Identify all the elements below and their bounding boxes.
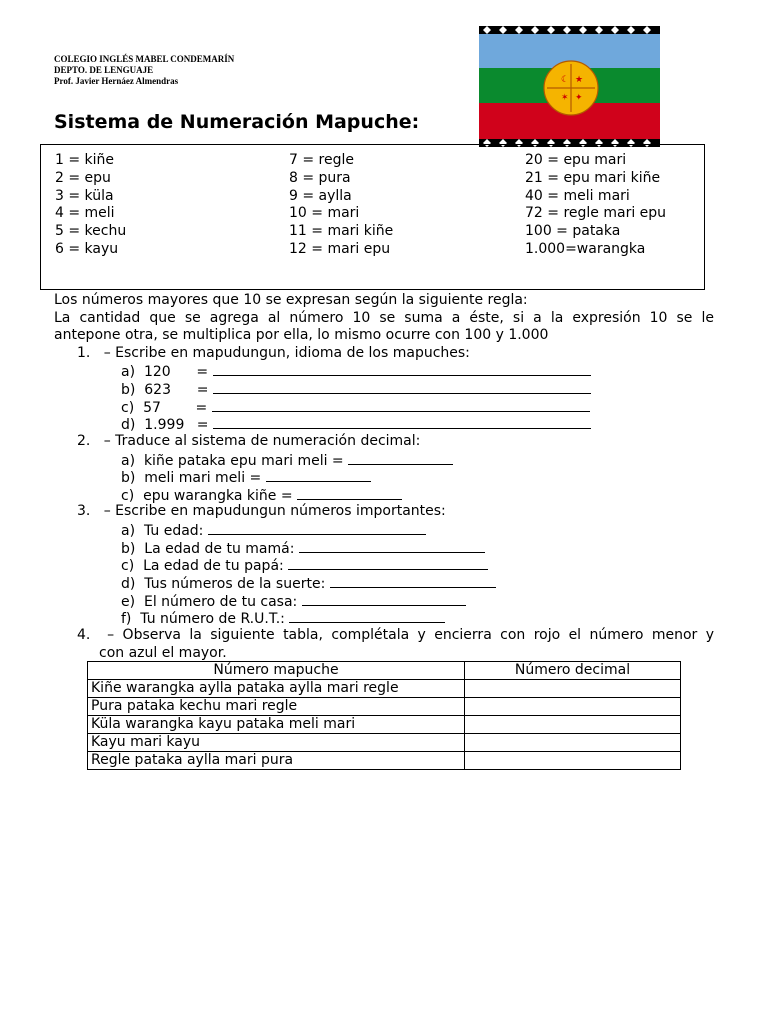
item-equals: =	[195, 400, 208, 416]
answer-blank[interactable]	[208, 521, 426, 535]
answer-blank[interactable]	[289, 609, 445, 623]
question-text-line: con azul el mayor.	[99, 644, 227, 661]
page-title: Sistema de Numeración Mapuche:	[54, 111, 420, 133]
table-header-row	[88, 662, 681, 680]
number-entry: 72 = regle mari epu	[525, 205, 667, 222]
question-number: 3.	[77, 503, 91, 519]
number-entry: 20 = epu mari	[525, 152, 627, 168]
item-label: 57	[143, 400, 161, 416]
item-letter: a)	[121, 523, 136, 539]
q3-item-d	[121, 574, 496, 594]
item-label: Tus números de la suerte:	[144, 576, 326, 592]
item-label: Tu edad:	[143, 523, 204, 539]
item-letter: b)	[121, 382, 136, 398]
number-entry: 12 = mari epu	[289, 240, 391, 257]
mapuche-flag-icon	[479, 26, 660, 147]
intro-line: Los números mayores que 10 se expresan según la siguiente regla:	[54, 292, 528, 308]
decimal-answer-cell[interactable]	[465, 716, 681, 734]
numbers-table	[87, 661, 681, 770]
item-label: 1.999	[144, 417, 185, 433]
number-entry: 6 = kayu	[55, 240, 119, 257]
number-entry: 10 = mari	[289, 205, 360, 222]
table-row	[88, 716, 681, 734]
intro-line: La cantidad que se agrega al número 10 se suma a éste, si a la expresión 10 se le	[54, 309, 714, 326]
table-row	[88, 752, 681, 770]
item-label: kiñe pataka epu mari meli =	[143, 453, 344, 469]
number-entry: 8 = pura	[289, 169, 351, 186]
q1-item-b	[121, 380, 591, 400]
decimal-answer-cell[interactable]	[465, 752, 681, 770]
item-letter: d)	[121, 576, 136, 592]
item-label: Tu número de R.U.T.:	[140, 611, 285, 627]
number-entry: 11 = mari kiñe	[289, 223, 394, 240]
q3-item-c	[121, 556, 488, 576]
answer-blank[interactable]	[348, 451, 453, 465]
answer-blank[interactable]	[299, 539, 485, 553]
number-entry: 4 = meli	[55, 205, 115, 222]
question-number: 2.	[77, 433, 91, 449]
item-letter: a)	[121, 364, 136, 380]
item-equals: =	[196, 382, 209, 398]
item-letter: c)	[121, 400, 135, 416]
answer-blank[interactable]	[213, 380, 591, 394]
item-label: La edad de tu mamá:	[144, 541, 295, 557]
answer-blank[interactable]	[266, 468, 371, 482]
decimal-answer-cell[interactable]	[465, 734, 681, 752]
number-entry: 40 = meli mari	[525, 187, 630, 204]
question-text: – Escribe en mapudungun números importantes:	[103, 503, 446, 519]
q1-item-a	[121, 362, 591, 382]
item-equals: =	[196, 417, 209, 433]
column-header: Número mapuche	[88, 662, 465, 680]
item-letter: c)	[121, 558, 135, 574]
answer-blank[interactable]	[213, 362, 591, 376]
numbers-box	[40, 144, 705, 290]
svg-text:★: ★	[575, 75, 584, 85]
item-letter: f)	[121, 611, 132, 627]
school-header	[54, 54, 234, 87]
number-entry: 5 = kechu	[55, 223, 127, 240]
svg-text:☾: ☾	[561, 75, 570, 85]
item-label: epu warangka kiñe =	[143, 488, 293, 504]
number-entry: 21 = epu mari kiñe	[525, 169, 661, 186]
numbers-column-2	[289, 152, 393, 259]
answer-blank[interactable]	[302, 592, 466, 606]
svg-text:✶: ✶	[561, 93, 569, 103]
item-letter: e)	[121, 594, 136, 610]
table-row	[88, 698, 681, 716]
teacher-name: Prof. Javier Hernáez Almendras	[54, 76, 179, 86]
svg-text:✦: ✦	[575, 93, 583, 103]
question-2	[77, 433, 420, 451]
item-label: La edad de tu papá:	[143, 558, 284, 574]
item-letter: b)	[121, 470, 136, 486]
question-4	[77, 627, 714, 662]
intro-line: antepone otra, se multiplica por ella, lo mismo ocurre con 100 y 1.000	[54, 327, 549, 343]
mapuche-number-cell: Regle pataka aylla mari pura	[88, 752, 465, 770]
number-entry: 3 = küla	[55, 187, 114, 204]
table-row	[88, 680, 681, 698]
item-label: 623	[144, 382, 171, 398]
table-row	[88, 734, 681, 752]
answer-blank[interactable]	[212, 398, 590, 412]
item-label: El número de tu casa:	[143, 594, 298, 610]
numbers-column-1	[55, 152, 126, 259]
item-label: meli mari meli =	[144, 470, 262, 486]
decimal-answer-cell[interactable]	[465, 680, 681, 698]
question-3	[77, 503, 446, 521]
item-letter: d)	[121, 417, 136, 433]
number-entry: 2 = epu	[55, 169, 111, 186]
school-name: COLEGIO INGLÉS MABEL CONDEMARÍN	[54, 54, 235, 64]
item-letter: b)	[121, 541, 136, 557]
item-letter: a)	[121, 453, 136, 469]
number-entry: 1 = kiñe	[55, 152, 115, 168]
question-text: – Observa la siguiente tabla, complétala y encierra con rojo el número menor y	[107, 627, 714, 643]
item-equals: =	[196, 364, 209, 380]
question-text: – Escribe en mapudungun, idioma de los mapuches:	[103, 345, 470, 361]
number-entry: 9 = aylla	[289, 187, 352, 204]
question-1	[77, 345, 470, 363]
number-entry: 7 = regle	[289, 152, 354, 168]
question-number: 4.	[77, 627, 91, 643]
item-label: 120	[143, 364, 171, 380]
item-letter: c)	[121, 488, 135, 504]
rule-intro	[54, 292, 714, 345]
number-entry: 100 = pataka	[525, 223, 621, 240]
question-text: – Traduce al sistema de numeración decimal:	[103, 433, 421, 449]
q3-item-f	[121, 609, 445, 629]
q3-item-a	[121, 521, 426, 541]
mapuche-number-cell: Küla warangka kayu pataka meli mari	[88, 716, 465, 734]
question-text-line	[77, 627, 714, 645]
decimal-answer-cell[interactable]	[465, 698, 681, 716]
answer-blank[interactable]	[297, 486, 402, 500]
q1-item-d	[121, 415, 591, 435]
answer-blank[interactable]	[288, 556, 488, 570]
mapuche-number-cell: Pura pataka kechu mari regle	[88, 698, 465, 716]
question-number: 1.	[77, 345, 91, 361]
q2-item-b	[121, 468, 371, 488]
column-header: Número decimal	[465, 662, 681, 680]
mapuche-number-cell: Kiñe warangka aylla pataka aylla mari regle	[88, 680, 465, 698]
answer-blank[interactable]	[330, 574, 496, 588]
answer-blank[interactable]	[213, 415, 591, 429]
mapuche-number-cell: Kayu mari kayu	[88, 734, 465, 752]
number-entry: 1.000=warangka	[525, 240, 646, 257]
department-name: DEPTO. DE LENGUAJE	[54, 65, 154, 75]
numbers-column-3	[525, 152, 666, 259]
